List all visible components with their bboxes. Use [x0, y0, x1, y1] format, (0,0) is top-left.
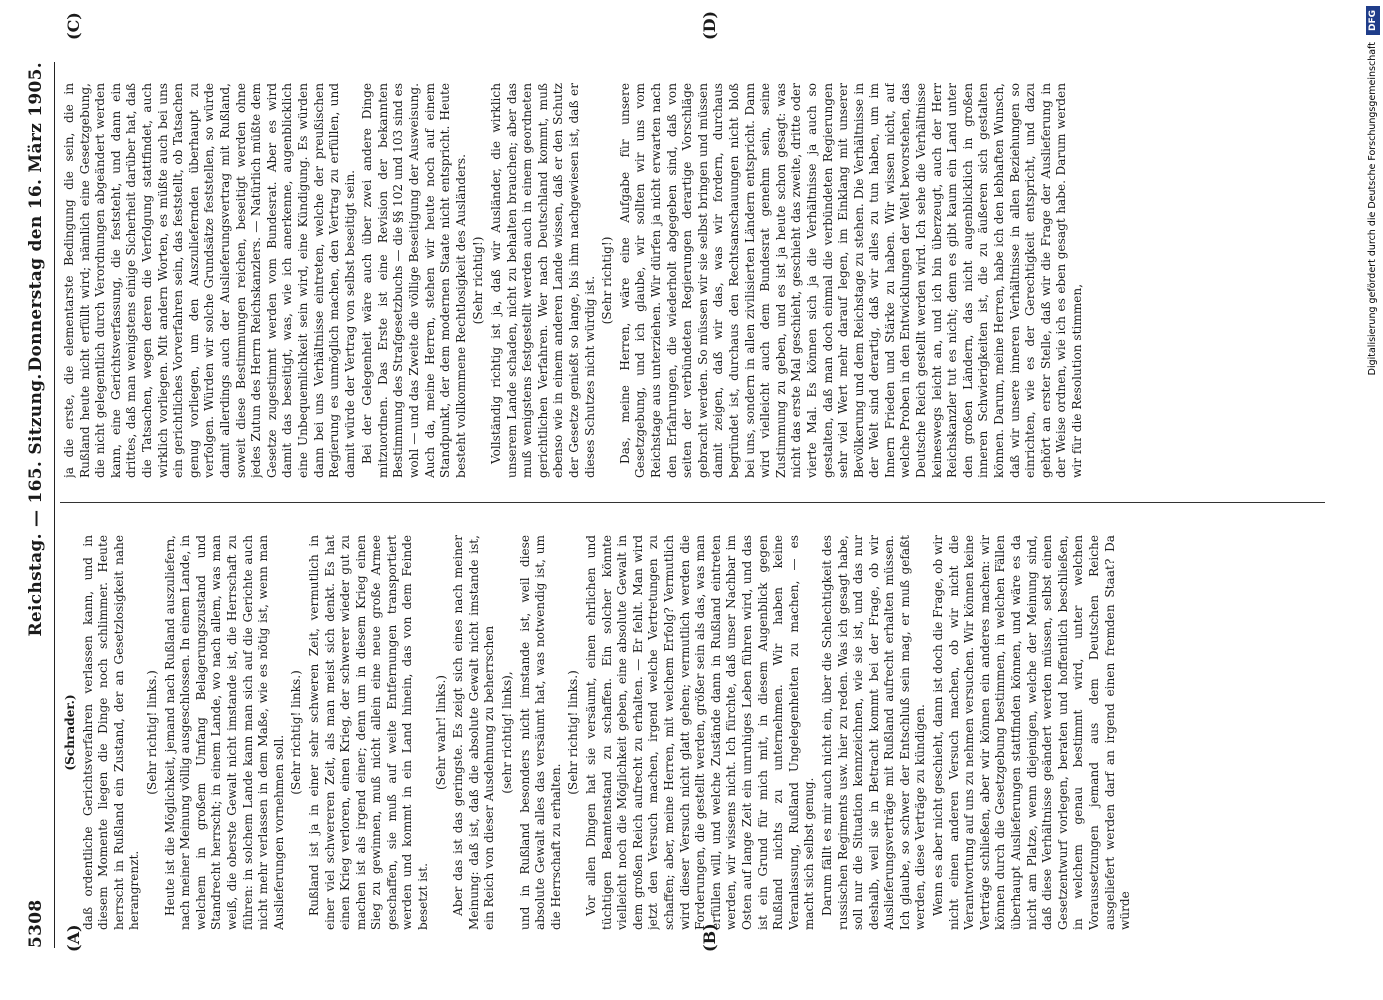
paragraph: Rußland ist ja in einer sehr schweren Zeit, vermutlich in einer viel schwereren Zeit, als man meist sich denkt. Es hat einen Krieg verloren, einen Krieg, der schwerer wieder gut zu machen ist als irgend einer; denn um in diesem Krieg einen Sieg zu gewinnen, muß nicht allein eine neue große Armee geschaffen, sie muß auf weite Entfernungen transportiert werden und kommt in ein Land hinein, das von dem Feinde besetzt ist.	[306, 535, 431, 930]
margin-marker-c: (C)	[64, 12, 83, 40]
paragraph: und in Rußland besonders nicht imstande ist, weil diese absolute Gewalt alles das versäumt hat, was notwendig ist, um die Herrschaft zu erhalten.	[517, 535, 563, 930]
dfg-logo: DFG	[1366, 6, 1380, 35]
paragraph: Wenn es aber nicht geschieht, dann ist doch die Frage, ob wir nicht einen anderen Versuch machen, ob wir nicht die Verantwortung auf uns zu nehmen versuchen. Wir können keine Verträge schließen, aber wir können ein anderes machen: wir können durch die Gesetzgebung bestimmen, in welchen Fällen überhaupt Auslieferungen stattfinden können, und wäre es da nicht am Platze, wenn diejenigen, welche der Meinung sind, daß diese Verhältnisse geändert werden müssen, selbst einen Gesetzentwurf vorlegen, beraten und hoffentlich beschließen, in welchem genau bestimmt wird, unter welchen Voraussetzungen jemand aus dem Deutschen Reiche ausgeliefert werden darf an irgend einen fremden Staat? Da würde	[931, 535, 1133, 930]
right-column	[62, 83, 1322, 478]
credit-label: Digitalisierung gefördert durch die Deutsche Forschungsgemeinschaft	[1367, 42, 1378, 376]
speaker-name: (Schrader.)	[63, 694, 77, 771]
credit-text	[1363, 0, 1383, 1000]
paragraph: Aber das ist das geringste. Es zeigt sich eines nach meiner Meinung: daß ist, daß die absolute Gewalt nicht imstande ist, ein Reich von dieser Ausdehnung zu beherrschen	[451, 535, 497, 930]
paragraph: Heute ist die Möglichkeit, jemand nach Rußland auszuliefern, nach meiner Meinung völlig ausgeschlossen. In einem Lande, in welchem in großem Umfang Belagerungszustand und Standrecht herrscht; in einem Lande, wo nach allem, was man weiß, die oberste Gewalt nicht imstande ist, die Herrschaft zu führen: in solchem Lande kann man sich auf die Gerichte auch nicht mehr verlassen in dem Maße, wie es nötig ist, wenn man Auslieferungen vornehmen soll.	[162, 535, 286, 930]
paragraph: Vollständig richtig ist ja, daß wir Ausländer, die wirklich unserem Lande schaden, nicht zu behalten brauchen; aber das muß wenigstens festgestellt werden auch in einem geordneten gerichtlichen Verfahren. Wer nach Deutschland kommt, muß ebenso wie in einem anderen Lande wissen, daß er den Schutz der Gesetze genießt so lange, bis ihm nachgewiesen ist, daß er dieses Schutzes nicht würdig ist.	[489, 83, 597, 478]
interjection: (sehr richtig! links),	[500, 671, 515, 794]
margin-marker-a: (A)	[64, 924, 83, 952]
paragraph: daß ordentliche Gerichtsverfahren verlassen kann, und in diesem Momente liegen die Dinge noch schlimmer. Heute herrscht in Rußland ein Zustand, der an Gesetzlosigkeit nahe herangrenzt.	[80, 535, 142, 930]
paragraph: Bei der Gelegenheit wäre auch über zwei andere Dinge mitzuordnen. Das Erste ist eine Revision der bekannten Bestimmung des Strafgesetzbuchs — die §§ 102 und 103 sind es wohl — und das Zweite die völlige Beseitigung der Ausweisung. Auch da, meine Herren, stehen wir heute noch auf einem Standpunkt, der dem modernen Staate nicht entspricht. Heute besteht vollkommene Rechtlosigkeit des Ausländers.	[360, 83, 468, 478]
paragraph: ja die erste, die elementarste Bedingung die sein, die in Rußland heute nicht erfüllt wird; nämlich eine Gesetzgebung, die nicht gelegentlich durch Verordnungen abgeändert werden kann, eine Gerichtsverfassung, die feststeht, und dann ein drittes, daß man wenigstens einige Sicherheit darüber hat, daß die Tatsachen, wegen deren die Verfolgung stattfindet, auch wirklich vorliegen. Mit andern Worten, es müßte auch bei uns ein gerichtliches Vorverfahren sein, das feststellt, ob Tatsachen genug vorliegen, um den Auszuliefernden überhaupt zu verfolgen. Würden wir solche Grundsätze feststellen, so würde damit allerdings auch der Auslieferungsvertrag mit Rußland, soweit diese Bestimmungen reichen, beseitigt werden ohne jedes Zutun des Herrn Reichskanzlers. — Natürlich müßte dem Gesetze zugestimmt werden vom Bundesrat. Aber es wird damit das beseitigt, was, wie ich anerkenne, augenblicklich eine Unbequemlichkeit sein wird, eine Kündigung. Es würden dann bei uns Verhältnisse eintreten, welche der preußischen Regierung es unmöglich machen, den Vertrag zu erfüllen, und damit würde der Vertrag von selbst beseitigt sein.	[62, 83, 357, 478]
interjection: (Sehr richtig!)	[600, 236, 615, 325]
header-divider	[54, 62, 55, 948]
page-number: 5308	[26, 899, 46, 948]
margin-marker-b: (B)	[700, 923, 719, 952]
interjection: (Sehr richtig! links.)	[144, 670, 159, 795]
session-date: Donnerstag den 16. März 1905.	[26, 62, 46, 372]
interjection: (Sehr richtig! links.)	[289, 670, 304, 795]
interjection: (Sehr richtig!)	[471, 236, 486, 325]
interjection: (Sehr wahr! links.)	[433, 674, 448, 791]
paragraph: Darum fällt es mir auch nicht ein, über die Schlechtigkeit des russischen Regiments usw. hier zu reden. Was ich gesagt habe, soll nur die Situation kennzeichnen, wie sie ist, und das nur deshalb, weil sie in Betracht kommt bei der Frage, ob wir Auslieferungsverträge mit Rußland aufrecht erhalten müssen. Ich glaube, so schwer der Entschluß sein mag, er muß gefaßt werden, diese Verträge zu kündigen.	[819, 535, 928, 930]
left-column	[62, 535, 1322, 930]
interjection: (Sehr richtig! links.)	[566, 670, 581, 795]
paragraph: Vor allen Dingen hat sie versäumt, einen ehrlichen und tüchtigen Beamtenstand zu schaffen. Ein solcher könnte vielleicht noch die Möglichkeit geben, eine absolute Gewalt in dem großen Reich aufrecht zu erhalten. — Er fehlt. Man wird jetzt den Versuch machen, irgend welche Vertretungen zu schaffen; aber, meine Herren, mit welchem Erfolg? Vermutlich wird dieser Versuch nicht glatt gehen; vermutlich werden die Forderungen, die gestellt werden, größer sein als das, was man erfüllen will, und welche Zustände dann in Rußland eintreten werden, wir wissens nicht. Ich fürchte, daß unser Nachbar im Osten auf lange Zeit ein unruhiges Leben führen wird, und das ist ein Grund für mich mit, in diesem Augenblick gegen Rußland nichts zu unternehmen. Wir haben keine Veranlassung, Rußland Ungelegenheiten zu machen, — es macht sich selbst genug.	[584, 535, 817, 930]
digitization-credit	[1363, 0, 1383, 1000]
column-divider	[60, 502, 1325, 503]
page-title: Reichstag. — 165. Sitzung.	[26, 373, 46, 637]
paragraph: Das, meine Herren, wäre eine Aufgabe für unsere Gesetzgebung, und ich glaube, wir sollten wir uns vom Reichstage aus unterziehen. Wir dürfen ja nicht erwarten nach den Erfahrungen, die wiederholt abgegeben sind, daß von seiten der verbündeten Regierungen derartige Vorschläge gebracht werden. So müssen wir sie selbst bringen und müssen damit zeigen, daß wir das, was wir fordern, durchaus begründet ist, durchaus den Rechtsanschauungen nicht bloß bei uns, sondern in allen zivilisierten Ländern entspricht. Dann wird vielleicht auch dem Bundesrat genehm sein, seine Zustimmung zu geben, und es ist ja heute schon gesagt: was nicht das erste Mal geschieht, geschieht das zweite, dritte oder vierte Mal. Es können sich ja die Verhältnisse ja auch so gestalten, daß man doch einmal die verbündeten Regierungen sehr viel Wert mehr darauf legen, im Einklang mit unserer Bevölkerung und dem Reichstage zu stehen. Die Verhältnisse in der Welt sind derartig, daß wir alles zu tun haben, um im Innern Frieden und Stärke zu haben. Wir wissen nicht, auf welche Proben in den Entwicklungen der Welt bevorstehen, das Deutsche Reich gestellt werden wird. Ich sehe die Verhältnisse keineswegs leicht an, und ich bin überzeugt, auch der Herr Reichskanzler tut es nicht; denn es gibt kaum ein Land unter den großen Ländern, das nicht augenblicklich in großen inneren Schwierigkeiten ist, die zu äußeren sich gestalten können. Darum, meine Herren, habe ich den lebhaften Wunsch, daß wir unsere inneren Verhältnisse in allen Beziehungen so einrichten, wie es der Gerechtigkeit entspricht, und dazu gehört an erster Stelle, daß wir die Frage der Auslieferung in der Weise ordnen, wie ich es eben gesagt habe. Darum werden wir für die Resolution stimmen,	[617, 83, 1084, 478]
margin-marker-d: (D)	[700, 10, 719, 40]
page-header	[20, 62, 54, 948]
